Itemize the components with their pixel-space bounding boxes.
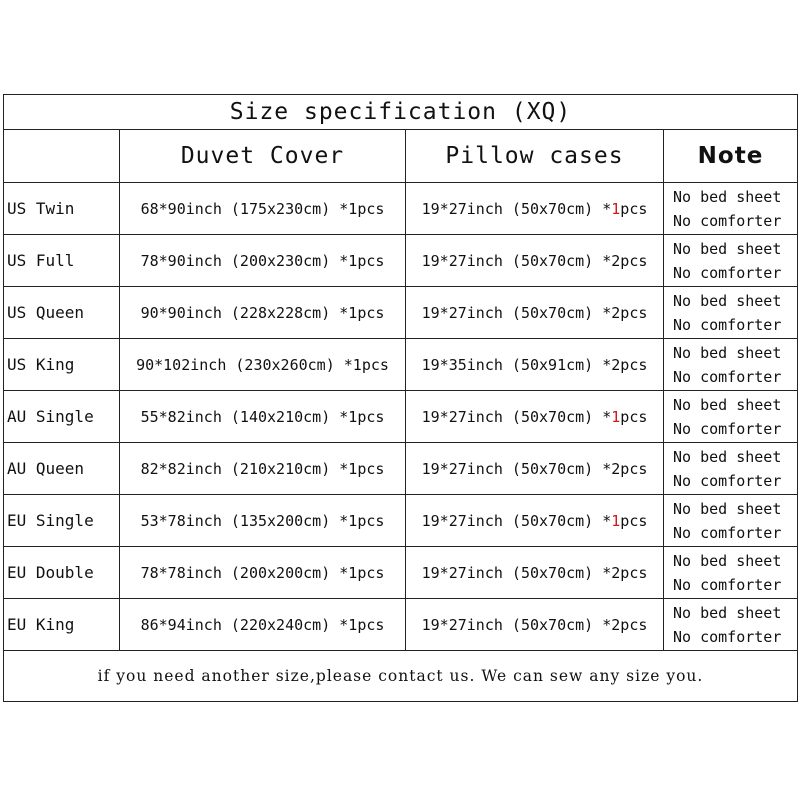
note-no-bed-sheet: No bed sheet bbox=[673, 343, 782, 362]
duvet-cover-cell: 78*78inch (200x200cm) *1pcs bbox=[120, 547, 406, 599]
header-duvet-cover: Duvet Cover bbox=[120, 130, 406, 183]
note-no-bed-sheet: No bed sheet bbox=[673, 239, 782, 258]
note-cell bbox=[664, 599, 798, 651]
table-title: Size specification (XQ) bbox=[4, 95, 798, 130]
duvet-cover-cell: 55*82inch (140x210cm) *1pcs bbox=[120, 391, 406, 443]
note-no-comforter: No comforter bbox=[673, 263, 782, 282]
pillow-cases-cell bbox=[406, 339, 664, 391]
note-no-bed-sheet: No bed sheet bbox=[673, 551, 782, 570]
size-name-cell: AU Single bbox=[4, 391, 120, 443]
table-row bbox=[4, 183, 798, 235]
pillow-quantity: 2 bbox=[611, 303, 621, 322]
size-name-cell: US King bbox=[4, 339, 120, 391]
pillow-unit: pcs bbox=[620, 511, 648, 530]
duvet-cover-cell: 90*102inch (230x260cm) *1pcs bbox=[120, 339, 406, 391]
note-no-comforter: No comforter bbox=[673, 419, 782, 438]
pillow-quantity: 2 bbox=[611, 615, 621, 634]
size-name-cell: US Twin bbox=[4, 183, 120, 235]
table-row bbox=[4, 339, 798, 391]
pillow-size-text: 19*27inch (50x70cm) * bbox=[421, 199, 612, 218]
note-cell bbox=[664, 391, 798, 443]
pillow-size-text: 19*35inch (50x91cm) * bbox=[421, 355, 612, 374]
pillow-cases-cell bbox=[406, 287, 664, 339]
pillow-unit: pcs bbox=[620, 615, 648, 634]
pillow-cases-cell bbox=[406, 391, 664, 443]
pillow-quantity: 2 bbox=[611, 355, 621, 374]
note-no-comforter: No comforter bbox=[673, 523, 782, 542]
table-row bbox=[4, 443, 798, 495]
size-name-cell: EU Single bbox=[4, 495, 120, 547]
table-row bbox=[4, 599, 798, 651]
note-no-bed-sheet: No bed sheet bbox=[673, 187, 782, 206]
pillow-unit: pcs bbox=[620, 303, 648, 322]
size-name-cell: US Queen bbox=[4, 287, 120, 339]
pillow-size-text: 19*27inch (50x70cm) * bbox=[421, 459, 612, 478]
pillow-unit: pcs bbox=[620, 355, 648, 374]
header-row bbox=[4, 130, 798, 183]
note-no-comforter: No comforter bbox=[673, 627, 782, 646]
size-name-cell: AU Queen bbox=[4, 443, 120, 495]
pillow-size-text: 19*27inch (50x70cm) * bbox=[421, 303, 612, 322]
pillow-cases-cell bbox=[406, 235, 664, 287]
header-pillow-cases: Pillow cases bbox=[406, 130, 664, 183]
pillow-cases-cell bbox=[406, 183, 664, 235]
note-no-comforter: No comforter bbox=[673, 367, 782, 386]
size-name-cell: EU King bbox=[4, 599, 120, 651]
footer-note: if you need another size,please contact us. We can sew any size you. bbox=[4, 651, 798, 702]
table-row bbox=[4, 547, 798, 599]
title-row bbox=[4, 95, 798, 130]
note-no-bed-sheet: No bed sheet bbox=[673, 291, 782, 310]
pillow-quantity: 2 bbox=[611, 251, 621, 270]
duvet-cover-cell: 68*90inch (175x230cm) *1pcs bbox=[120, 183, 406, 235]
duvet-cover-cell: 86*94inch (220x240cm) *1pcs bbox=[120, 599, 406, 651]
note-no-bed-sheet: No bed sheet bbox=[673, 447, 782, 466]
pillow-unit: pcs bbox=[620, 407, 648, 426]
size-specification-table bbox=[3, 94, 798, 702]
note-no-bed-sheet: No bed sheet bbox=[673, 603, 782, 622]
size-name-cell: EU Double bbox=[4, 547, 120, 599]
note-no-comforter: No comforter bbox=[673, 575, 782, 594]
note-cell bbox=[664, 287, 798, 339]
pillow-size-text: 19*27inch (50x70cm) * bbox=[421, 511, 612, 530]
note-cell bbox=[664, 547, 798, 599]
pillow-unit: pcs bbox=[620, 563, 648, 582]
pillow-quantity: 1 bbox=[611, 407, 621, 426]
pillow-size-text: 19*27inch (50x70cm) * bbox=[421, 251, 612, 270]
pillow-cases-cell bbox=[406, 599, 664, 651]
note-no-comforter: No comforter bbox=[673, 471, 782, 490]
note-cell bbox=[664, 443, 798, 495]
note-no-bed-sheet: No bed sheet bbox=[673, 395, 782, 414]
note-no-comforter: No comforter bbox=[673, 211, 782, 230]
header-note: Note bbox=[664, 130, 798, 183]
pillow-unit: pcs bbox=[620, 459, 648, 478]
pillow-unit: pcs bbox=[620, 199, 648, 218]
note-no-comforter: No comforter bbox=[673, 315, 782, 334]
pillow-size-text: 19*27inch (50x70cm) * bbox=[421, 563, 612, 582]
table-row bbox=[4, 287, 798, 339]
pillow-quantity: 1 bbox=[611, 511, 621, 530]
pillow-cases-cell bbox=[406, 495, 664, 547]
pillow-size-text: 19*27inch (50x70cm) * bbox=[421, 407, 612, 426]
footer-row bbox=[4, 651, 798, 702]
note-cell bbox=[664, 339, 798, 391]
header-size bbox=[4, 130, 120, 183]
pillow-quantity: 2 bbox=[611, 459, 621, 478]
pillow-size-text: 19*27inch (50x70cm) * bbox=[421, 615, 612, 634]
duvet-cover-cell: 78*90inch (200x230cm) *1pcs bbox=[120, 235, 406, 287]
table-row bbox=[4, 495, 798, 547]
table-row bbox=[4, 235, 798, 287]
pillow-cases-cell bbox=[406, 443, 664, 495]
note-no-bed-sheet: No bed sheet bbox=[673, 499, 782, 518]
note-cell bbox=[664, 235, 798, 287]
note-cell bbox=[664, 495, 798, 547]
pillow-unit: pcs bbox=[620, 251, 648, 270]
table-row bbox=[4, 391, 798, 443]
pillow-quantity: 1 bbox=[611, 199, 621, 218]
duvet-cover-cell: 82*82inch (210x210cm) *1pcs bbox=[120, 443, 406, 495]
duvet-cover-cell: 90*90inch (228x228cm) *1pcs bbox=[120, 287, 406, 339]
note-cell bbox=[664, 183, 798, 235]
duvet-cover-cell: 53*78inch (135x200cm) *1pcs bbox=[120, 495, 406, 547]
pillow-quantity: 2 bbox=[611, 563, 621, 582]
pillow-cases-cell bbox=[406, 547, 664, 599]
size-name-cell: US Full bbox=[4, 235, 120, 287]
